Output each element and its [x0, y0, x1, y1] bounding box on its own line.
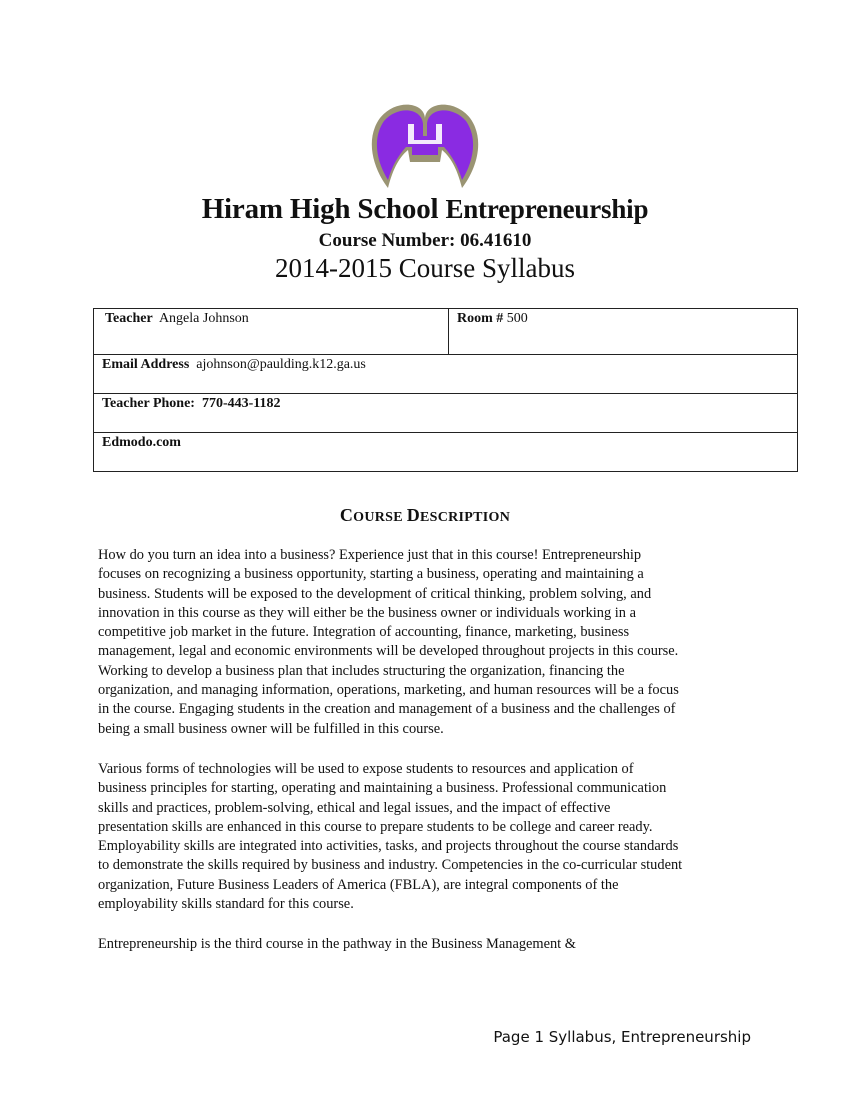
paragraph-line: skills and practices, problem-solving, ethical and legal issues, and the impact of effective — [98, 799, 611, 816]
website-cell — [94, 433, 798, 472]
paragraph-line: Employability skills are integrated into activities, tasks, and projects throughout the course standards — [98, 838, 679, 855]
paragraph-line: How do you turn an idea into a business? Experience just that in this course! Entrepreneurship — [98, 547, 642, 563]
school-name: Hiram High School — [201, 193, 439, 225]
email-label: Email Address — [102, 357, 190, 372]
table-row — [94, 433, 798, 472]
website-link[interactable]: Edmodo.com — [102, 435, 181, 450]
paragraph-line: Various forms of technologies will be used to expose students to resources and application of — [98, 761, 634, 777]
table-row — [94, 309, 798, 355]
paragraph-line: innovation in this course as they will either be the business owner or individuals working in a — [98, 604, 636, 621]
table-row — [94, 394, 798, 433]
paragraph-line: organization, Future Business Leaders of America (FBLA), are integral components of the — [98, 876, 619, 893]
paragraph-line: in the course. Engaging students in the creation and management of a business and the challenges of — [98, 701, 676, 718]
phone-label: Teacher Phone: — [102, 396, 195, 411]
teacher-info-table — [93, 308, 798, 472]
teacher-name: Angela Johnson — [158, 311, 249, 326]
teacher-label: Teacher — [105, 311, 153, 326]
paragraph-line: competitive job market in the future. Integration of accounting, finance, marketing, business — [98, 624, 630, 641]
paragraph-line: Working to develop a business plan that includes structuring the organization, financing the — [98, 662, 625, 679]
description-paragraph-2 — [98, 760, 758, 914]
phone-cell — [94, 394, 798, 433]
room-number: 500 — [506, 311, 528, 326]
email-cell — [94, 355, 798, 394]
paragraph-line: employability skills standard for this course. — [98, 896, 354, 913]
paragraph-line: to demonstrate the skills required by business and industry. Competencies in the co-curricular student — [98, 857, 683, 874]
paragraph-line: organization, and managing information, operations, marketing, and human resources will be a focus — [98, 682, 679, 699]
description-paragraph-1 — [98, 546, 758, 739]
paragraph-line: business. Students will be exposed to the development of critical thinking, problem solving, and — [98, 585, 652, 602]
table-row — [94, 355, 798, 394]
teacher-cell — [94, 309, 449, 355]
course-number: Course Number: 06.41610 — [318, 230, 532, 251]
phone-number: 770-443-1182 — [201, 396, 281, 411]
description-paragraph-3 — [98, 935, 758, 954]
hiram-h-logo-icon — [366, 100, 484, 190]
room-label: Room # — [457, 311, 504, 326]
email-address[interactable]: ajohnson@paulding.k12.ga.us — [196, 357, 366, 372]
course-description-heading: COURSE DESCRIPTION — [339, 505, 511, 525]
paragraph-line: management, legal and economic environments will be developed throughout projects in this course. — [98, 643, 679, 660]
paragraph-line: Entrepreneurship is the third course in the pathway in the Business Management & — [98, 936, 576, 952]
page-footer: Page 1 Syllabus, Entrepreneurship — [493, 1028, 751, 1046]
paragraph-line: being a small business owner will be fulfilled in this course. — [98, 720, 444, 737]
course-name: Entrepreneurship — [445, 194, 649, 224]
paragraph-line: business principles for starting, operating and maintaining a business. Professional communication — [98, 780, 667, 797]
syllabus-title: 2014-2015 Course Syllabus — [275, 253, 575, 283]
page-title — [0, 193, 850, 226]
room-cell — [449, 309, 798, 355]
paragraph-line: focuses on recognizing a business opportunity, starting a business, operating and maintaining a — [98, 566, 644, 583]
paragraph-line: presentation skills are enhanced in this course to prepare students to be college and career ready. — [98, 818, 653, 835]
